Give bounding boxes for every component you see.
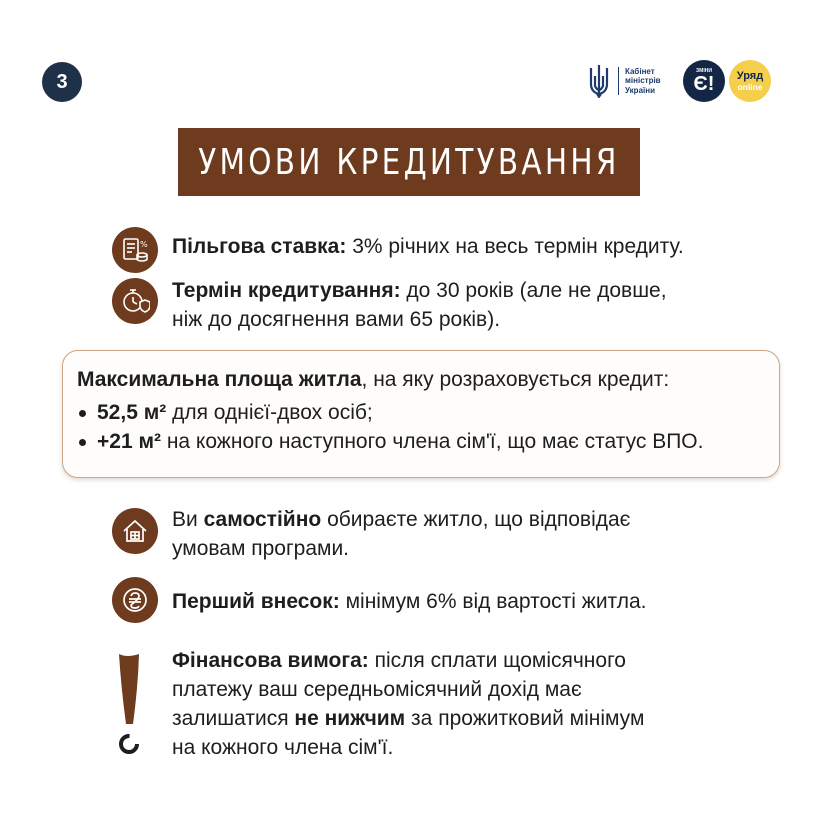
svg-text:%: % — [140, 240, 148, 249]
title-banner — [178, 128, 640, 196]
rate-text: Пільгова ставка: 3% річних на весь термін кредиту. — [172, 235, 684, 258]
house-icon — [112, 508, 158, 554]
max-area-heading: Максимальна площа житла, на яку розраховується кредит: — [77, 368, 670, 391]
zminy-logo: ЗМІНИ Є! — [683, 60, 725, 102]
list-item: +21 м² на кожного наступного члена сім'ї, що має статус ВПО. — [77, 427, 703, 456]
max-area-list — [77, 398, 703, 456]
stopwatch-shield-icon — [112, 278, 158, 324]
uriad-online-logo: Уряд online — [729, 60, 771, 102]
page-number-badge: 3 — [42, 62, 82, 102]
downpayment-text: Перший внесок: мінімум 6% від вартості житла. — [172, 590, 647, 613]
choice-text: Ви самостійно обираєте житло, що відповідає умовам програми. — [172, 508, 631, 560]
logos-bar — [588, 58, 771, 104]
exclamation-icon — [114, 652, 144, 760]
list-item: 52,5 м² для однієї-двох осіб; — [77, 398, 703, 427]
hryvnia-coin-icon — [112, 577, 158, 623]
cabinet-logo-text: Кабінет міністрів України — [618, 67, 675, 96]
term-text: Термін кредитування: до 30 років (але не довше, ніж до досягнення вами 65 років). — [172, 279, 667, 331]
trident-icon — [588, 64, 610, 98]
calculator-coins-icon — [112, 227, 158, 273]
page-title: УМОВИ КРЕДИТУВАННЯ — [198, 141, 620, 183]
finance-text: Фінансова вимога: після сплати щомісячного платежу ваш середньомісячний дохід має залишатися не нижчим за прожитковий мінімум на кожного члена сім'ї. — [172, 649, 645, 759]
max-area-box — [62, 350, 780, 478]
